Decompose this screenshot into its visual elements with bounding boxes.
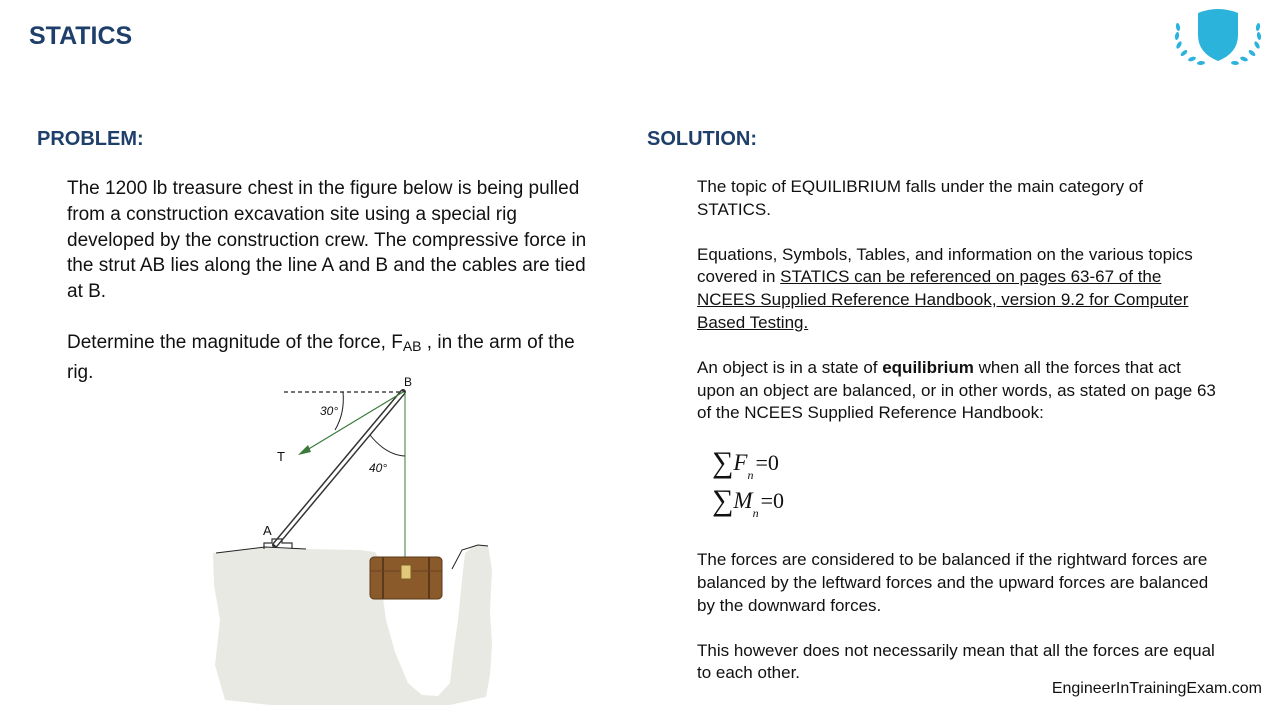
shield-icon [1198, 9, 1238, 61]
label-a: A [263, 523, 272, 538]
handbook-reference: STATICS can be referenced on pages 63-67 of the NCEES Supplied Reference Handbook, version 9.2 for Computer Based Testing. [697, 267, 1189, 332]
label-angle-40: 40° [369, 461, 388, 475]
equilibrium-equations [712, 444, 832, 524]
solution-paragraph-2 [697, 244, 1217, 335]
solution-paragraph-4: The forces are considered to be balanced if the rightward forces are balanced by the leftward forces and the upward forces are balanced by the downward forces. [697, 550, 1209, 615]
equation-variable: F [733, 450, 748, 475]
solution-paragraph-1: The topic of EQUILIBRIUM falls under the main category of STATICS. [697, 177, 1143, 219]
sigma-symbol: ∑ [712, 446, 734, 479]
paragraph-3-text-end: when all the forces that act upon an object are balanced, or in other words, as stated on page 63 of the NCEES Supplied Reference Handbook: [697, 357, 1216, 423]
page-title: STATICS [29, 22, 133, 50]
question-text-end: , in the arm of the rig. [67, 331, 575, 383]
paragraph-3-text: An object is in a state of [697, 357, 883, 377]
label-angle-30: 30° [320, 404, 339, 418]
force-subscript: AB [402, 337, 422, 354]
problem-statement [67, 176, 587, 386]
equation-index: n [747, 468, 754, 482]
label-t: T [277, 449, 285, 464]
laurel-shield-logo [1170, 5, 1266, 71]
solution-heading: SOLUTION: [647, 128, 757, 150]
treasure-chest-icon [370, 557, 442, 599]
equation-index: n [752, 506, 759, 520]
solution-paragraph-5: This however does not necessarily mean that all the forces are equal to each other. [697, 640, 1215, 683]
equilibrium-term: equilibrium [882, 357, 974, 377]
cable-t-arrowhead [298, 445, 311, 455]
problem-paragraph: The 1200 lb treasure chest in the figure below is being pulled from a construction excavation site using a special rig developed by the construction crew. The compressive force in the strut AB lies along the line A and B and the cables are tied at B. [67, 178, 587, 303]
solution-body [697, 176, 1217, 685]
force-equation [712, 444, 779, 482]
solution-paragraph-3 [697, 357, 1217, 425]
moment-equation [712, 482, 784, 520]
cable-t [302, 392, 403, 453]
sigma-symbol: ∑ [712, 484, 734, 517]
paragraph-2-text: Equations, Symbols, Tables, and information on the various topics covered in [697, 244, 1193, 287]
excavation-ground [213, 545, 492, 705]
question-text: Determine the magnitude of the force, F [67, 331, 403, 353]
problem-heading: PROBLEM: [37, 128, 144, 150]
site-footer: EngineerInTrainingExam.com [1051, 680, 1262, 697]
equation-rhs: =0 [760, 488, 784, 513]
label-b: B [404, 375, 413, 389]
rig-figure [210, 365, 510, 710]
equation-variable: M [733, 488, 753, 513]
angle-arc-40 [370, 435, 405, 456]
equation-rhs: =0 [755, 450, 779, 475]
